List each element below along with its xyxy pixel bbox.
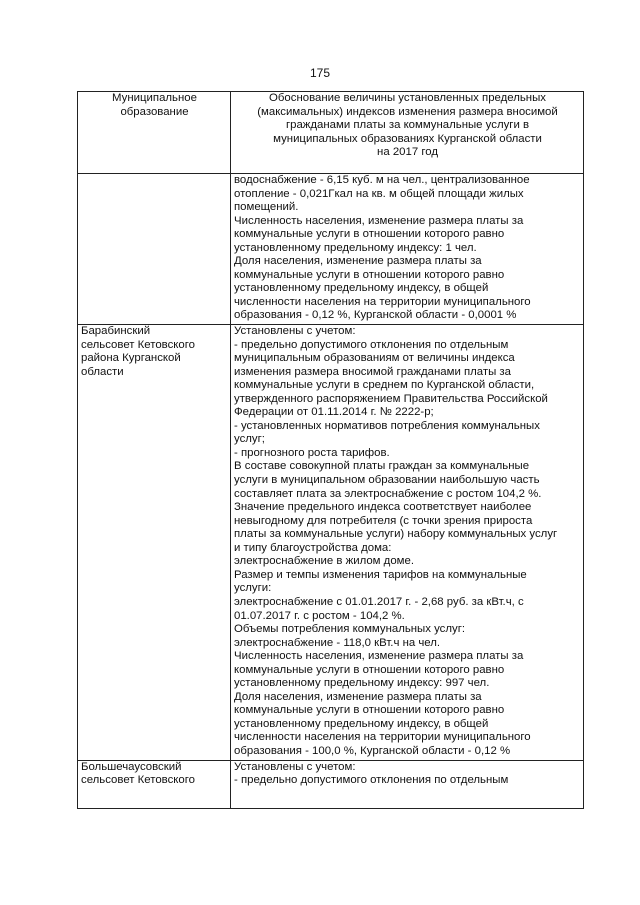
tariff-justification-table <box>77 91 584 809</box>
text-line: Значение предельного индекса соответствует наиболее <box>234 501 532 514</box>
text-line: коммунальные услуги в отношении которого равно <box>234 228 505 241</box>
table-row <box>78 760 584 808</box>
text-line: Доля населения, изменение размера платы за <box>234 255 482 268</box>
text-line: установленному предельному индексу, в общей <box>234 282 489 295</box>
text-line: невыгодному для потребителя (с точки зрения прироста <box>234 514 533 527</box>
text-line: коммунальные услуги в отношении которого равно <box>234 268 505 281</box>
table-header-row <box>78 92 584 174</box>
text-line: услуги: <box>234 582 272 595</box>
text-line: услуг; <box>234 433 265 446</box>
text-line: Объемы потребления коммунальных услуг: <box>234 623 466 636</box>
header-line: Муниципальное <box>112 92 197 104</box>
text-line: Большечаусовский <box>81 760 182 773</box>
text-line: отопление - 0,021Гкал на кв. м общей площади жилых <box>234 187 524 200</box>
header-line: муниципальных образованиях Курганской области <box>273 132 542 145</box>
text-line: сельсовет Кетовского <box>81 338 195 351</box>
municipality-cell <box>78 760 231 808</box>
header-line: образование <box>120 105 189 118</box>
text-line: коммунальные услуги в отношении которого равно <box>234 663 505 676</box>
text-line: составляет плата за электроснабжение с ростом 104,2 %. <box>234 487 542 500</box>
header-justification <box>231 92 584 174</box>
text-line: платы за коммунальные услуги) набору коммунальных услуг <box>234 528 558 541</box>
text-line: коммунальные услуги в отношении которого равно <box>234 704 505 717</box>
justification-cell <box>231 325 584 761</box>
text-line: образования - 0,12 %, Курганской области - 0,0001 % <box>234 309 517 322</box>
text-line: - предельно допустимого отклонения по отдельным <box>234 774 509 787</box>
text-line: В составе совокупной платы граждан за коммунальные <box>234 460 530 473</box>
justification-cell <box>231 760 584 808</box>
text-line: Барабинский <box>81 325 151 338</box>
text-line: района Курганской <box>81 352 181 365</box>
text-line: области <box>81 365 124 378</box>
header-line: на 2017 год <box>377 146 438 159</box>
text-line: электроснабжение в жилом доме. <box>234 555 414 568</box>
text-line: Установлены с учетом: <box>234 325 356 338</box>
text-line: коммунальные услуги в среднем по Курганской области, <box>234 379 535 392</box>
header-line: Обоснование величины установленных предельных <box>269 92 546 104</box>
text-line: численности населения на территории муниципального <box>234 731 531 744</box>
text-line: Размер и темпы изменения тарифов на коммунальные <box>234 568 527 581</box>
text-line: электроснабжение с 01.01.2017 г. - 2,68 руб. за кВт.ч, с <box>234 595 524 608</box>
text-line: - предельно допустимого отклонения по отдельным <box>234 338 509 351</box>
text-line: 01.07.2017 г. с ростом - 104,2 %. <box>234 609 405 622</box>
text-line: установленному предельному индексу: 1 чел. <box>234 241 477 254</box>
text-line: Доля населения, изменение размера платы за <box>234 690 482 703</box>
text-line: установленному предельному индексу: 997 чел. <box>234 677 490 690</box>
text-line: Установлены с учетом: <box>234 760 356 773</box>
text-line: - установленных нормативов потребления коммунальных <box>234 419 540 432</box>
text-line: и типу благоустройства дома: <box>234 541 392 554</box>
table-row <box>78 325 584 761</box>
text-line: услуги в муниципальном образовании наибольшую часть <box>234 474 540 487</box>
header-municipality <box>78 92 231 174</box>
header-line: гражданами платы за коммунальные услуги в <box>285 119 530 132</box>
text-line: численности населения на территории муниципального <box>234 295 531 308</box>
text-line: водоснабжение - 6,15 куб. м на чел., централизованное <box>234 174 530 186</box>
text-line: Федерации от 01.11.2014 г. № 2222-р; <box>234 406 434 419</box>
page-number: 175 <box>309 66 331 80</box>
table-row <box>78 174 584 325</box>
text-line: образования - 100,0 %, Курганской области - 0,12 % <box>234 744 511 757</box>
text-line: утвержденного распоряжением Правительства Российской <box>234 392 548 405</box>
text-line: помещений. <box>234 201 299 214</box>
text-line: муниципальным образованиям от величины индекса <box>234 352 515 365</box>
text-line: - прогнозного роста тарифов. <box>234 446 390 459</box>
municipality-cell <box>78 174 231 325</box>
text-line: Численность населения, изменение размера платы за <box>234 214 524 227</box>
text-line: изменения размера вносимой гражданами платы за <box>234 365 511 378</box>
text-line: электроснабжение - 118,0 кВт.ч на чел. <box>234 636 441 649</box>
text-line: сельсовет Кетовского <box>81 774 195 787</box>
text-line: Численность населения, изменение размера платы за <box>234 650 524 663</box>
municipality-cell <box>78 325 231 761</box>
justification-cell <box>231 174 584 325</box>
header-line: (максимальных) индексов изменения размера вносимой <box>257 105 558 118</box>
text-line: установленному предельному индексу, в общей <box>234 717 489 730</box>
